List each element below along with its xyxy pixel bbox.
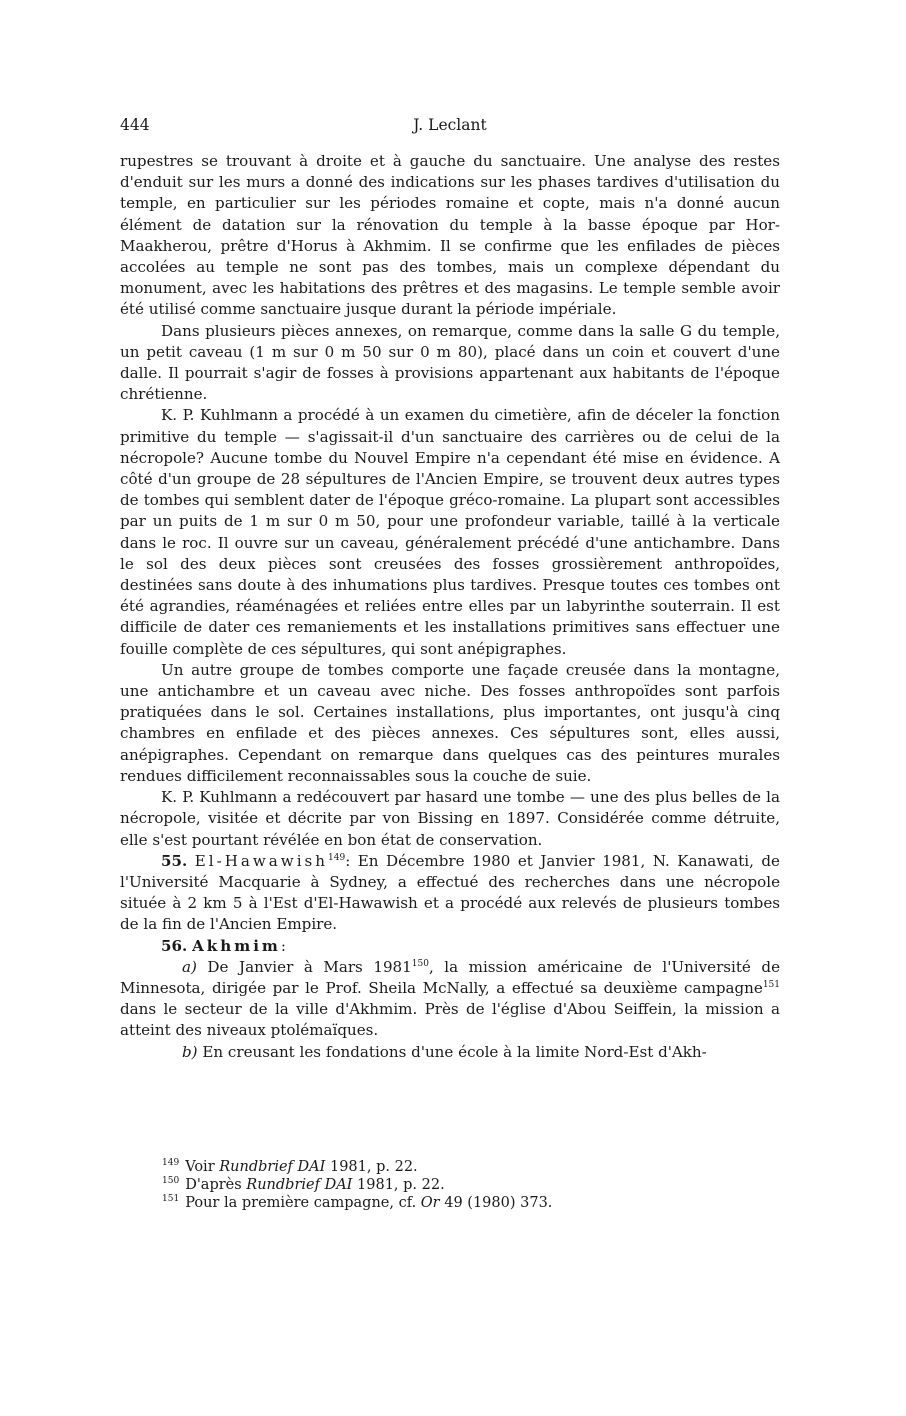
colon: : — [280, 936, 286, 955]
body-text — [120, 151, 780, 1063]
site-name: El-Hawawish — [194, 851, 328, 870]
footnote-text: Voir — [185, 1159, 220, 1175]
paragraph: K. P. Kuhlmann a redécouvert par hasard une tombe — une des plus belles de la nécropole, visitée et décrite par von Bissing en 1897. Considérée comme détruite, elle s'est pourtant révélée en bon état de conservation. — [120, 788, 780, 849]
footnote — [162, 1176, 722, 1194]
footnote-ref[interactable]: 149 — [328, 852, 346, 863]
section-number: 55. — [161, 851, 188, 870]
footnote-title: Rundbrief DAI — [246, 1177, 353, 1193]
subsection-a — [120, 957, 780, 1042]
page-header — [120, 116, 780, 138]
footnote-title: Rundbrief DAI — [219, 1159, 326, 1175]
footnote-number: 151 — [162, 1194, 180, 1204]
footnote-ref[interactable]: 151 — [762, 979, 780, 990]
subsection-text: , la mission américaine de l'Université de Minnesota, dirigée par le Prof. Sheila McNally, a effectué sa deuxième campagne — [120, 957, 780, 997]
paragraph: Dans plusieurs pièces annexes, on remarque, comme dans la salle G du temple, un petit caveau (1 m sur 0 m 50 sur 0 m 80), placé dans un coin et couvert d'une dalle. Il pourrait s'agir de fosses à provisions appartenant aux habitants de l'époque chrétienne. — [120, 321, 780, 404]
footnote-text: 49 (1980) 373. — [439, 1195, 553, 1211]
paragraph: K. P. Kuhlmann a procédé à un examen du cimetière, afin de déceler la fonction primitive du temple — s'agissait-il d'un sanctuaire des carrières ou de celui de la nécropole? Aucune tombe du Nouvel Empire n'a cependant été mise en évidence. A côté d'un groupe de 28 sépultures de l'Ancien Empire, se trouvent deux autres types de tombes qui semblent dater de l'époque gréco-romaine. La plupart sont accessibles par un puits de 1 m sur 0 m 50, pour une profondeur variable, taillé à la verticale dans le roc. Il ouvre sur un caveau, généralement précédé d'une antichambre. Dans le sol des deux pièces sont creusées des fosses grossièrement anthropoïdes, destinées sans doute à des inhumations plus tardives. Presque toutes ces tombes ont été agrandies, réaménagées et reliées entre elles par un labyrinthe souterrain. Il est difficile de dater ces remaniements et les installations primitives sans effectuer une fouille complète de ces sépultures, qui sont anépigraphes. — [120, 406, 780, 658]
subsection-text: De Janvier à Mars 1981 — [196, 957, 412, 976]
section-55 — [120, 851, 780, 936]
paragraph: rupestres se trouvant à droite et à gauche du sanctuaire. Une analyse des restes d'enduit sur les murs a donné des indications sur les phases tardives d'utilisation du temple, en particulier sur les périodes romaine et copte, mais n'a donné aucun élément de datation sur la rénovation du temple à la basse époque par Hor-Maakherou, prêtre d'Horus à Akhmim. Il se confirme que les enfilades de pièces accolées au temple ne sont pas des tombes, mais un complexe dépendant du monument, avec les habitations des prêtres et des magasins. Le temple semble avoir été utilisé comme sanctuaire jusque durant la période impériale. — [120, 152, 780, 319]
subsection-label: a) — [182, 957, 197, 976]
page-number: 444 — [120, 116, 150, 134]
section-text: : En Décembre 1980 et Janvier 1981, N. Kanawati, de l'Université Macquarie à Sydney, a effectué des recherches dans une nécropole située à 2 km 5 à l'Est d'El-Hawawish et a procédé aux relevés de plusieurs tombes de la fin de l'Ancien Empire. — [120, 851, 780, 934]
footnote-title: Or — [420, 1195, 440, 1211]
site-name: Akhmim — [192, 936, 281, 955]
running-head: J. Leclant — [413, 116, 487, 134]
footnote — [162, 1158, 722, 1176]
footnote-ref[interactable]: 150 — [411, 958, 429, 969]
footnote-text: D'après — [185, 1177, 247, 1193]
footnote-number: 150 — [162, 1176, 180, 1186]
subsection-label: b) — [182, 1042, 198, 1061]
footnote-number: 149 — [162, 1158, 180, 1168]
section-56 — [120, 936, 780, 957]
footnote-text: 1981, p. 22. — [325, 1159, 418, 1175]
subsection-text: En creusant les fondations d'une école à la limite Nord-Est d'Akh- — [197, 1042, 707, 1061]
footnote — [162, 1194, 722, 1212]
section-number: 56. — [161, 936, 188, 955]
footnote-text: Pour la première campagne, cf. — [185, 1195, 421, 1211]
paragraph: Un autre groupe de tombes comporte une façade creusée dans la montagne, une antichambre et un caveau avec niche. Des fosses anthropoïdes sont parfois pratiquées dans le sol. Certaines installations, plus importantes, ont jusqu'à cinq chambres en enfilade et des pièces annexes. Ces sépultures sont, elles aussi, anépigraphes. Cependant on remarque dans quelques cas des peintures murales rendues difficilement reconnaissables sous la couche de suie. — [120, 660, 780, 785]
subsection-text: dans le secteur de la ville d'Akhmim. Près de l'église d'Abou Seiffein, la mission a atteint des niveaux ptolémaïques. — [120, 1000, 780, 1040]
footnote-text: 1981, p. 22. — [352, 1177, 445, 1193]
subsection-b — [120, 1042, 780, 1063]
footnotes — [162, 1158, 722, 1212]
